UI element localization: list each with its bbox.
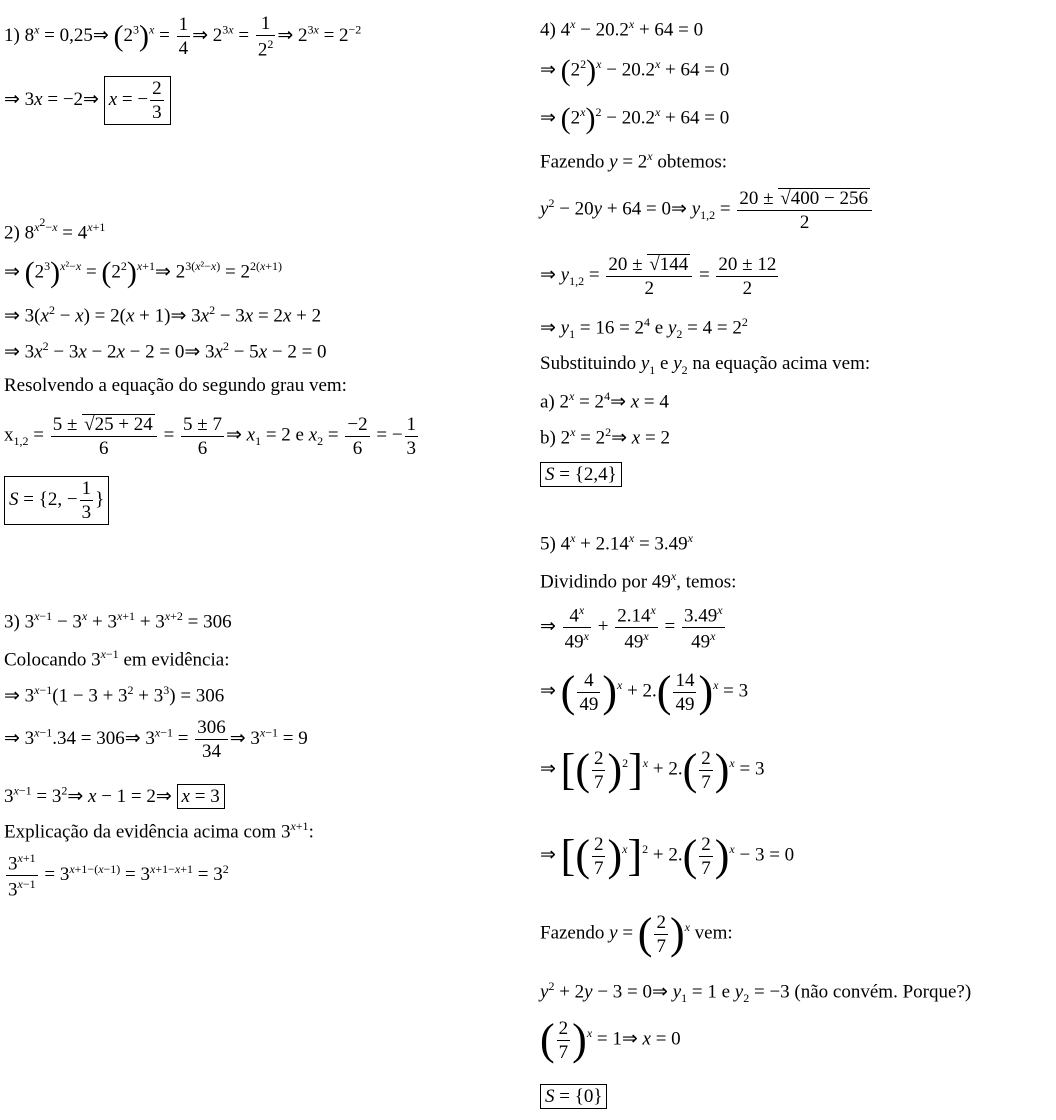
p2-line-3: ⇒ $3(x^2 - x) = 2(x$ + 1)⇒ $3x^2 - 3x = 2x + 2$ bbox=[4, 303, 322, 327]
p4-line-3: ⇒ $(2^x)^2 - 20.2^x + 64 = 0$ bbox=[540, 102, 730, 135]
p2-answer-box: S = {2, − $\frac{1}{3}$ } bbox=[4, 476, 109, 525]
p4-line-7: ⇒ $y_1 = 16 = 2^4$ e $y_2 = 4 = 2^2$ bbox=[540, 315, 748, 342]
p2-line-2: ⇒ $(2^3)^{x^2-x}$ = $(2^2)^{x+1}\Rightarrow$ $2^{3(x^2-x)} = 2^{2(x+1)}$ bbox=[4, 256, 283, 289]
p1-label: 1) bbox=[4, 25, 20, 47]
p2-line-1: 2) $8^{x^2-x} = 4^{x+1}$ bbox=[4, 215, 106, 244]
p5-line-1: 5) $4^x + 2.14^x = 3.49^x$ bbox=[540, 531, 693, 555]
p5-line-6: ⇒ [( $\frac{2}{7}$ )$^x$]$^2$ + 2.( $\frac{2}{7}$ )$^x$ − 3 = 0 bbox=[540, 831, 795, 880]
p5-answer-box: S = {0} bbox=[540, 1084, 607, 1109]
p5-line-7: Fazendo y = ( $\frac{2}{7}$ )$^x$ vem: bbox=[540, 909, 733, 958]
p1-answer-box: x = − $\frac{2}{3}$ bbox=[104, 76, 171, 125]
p3-line-4: ⇒ $3^{x-1}.34$ = 306⇒ $3^{x-1}$ = $\frac{306}{34}$ ⇒ $3^{x-1} = 9$ bbox=[4, 717, 308, 762]
p5-line-9: ( $\frac{2}{7}$ )$^x$ = 1⇒ x = 0 bbox=[540, 1015, 681, 1064]
p5-line-10 bbox=[540, 1084, 607, 1109]
p4-line-1: 4) $4^x - 20.2^x + 64 = 0$ bbox=[540, 17, 704, 41]
p2-line-6: $x_{1,2}$ = $\frac{5 \pm √25 + 24}{6}$ = $\frac{5 \pm 7}{6}$ ⇒ $x_1 = 2$ e $x_2$ = $\frac{-2}{6}$ = − $\frac{1}{3}$ bbox=[4, 413, 417, 459]
p5-label: 5) bbox=[540, 533, 556, 555]
p2-line-4: ⇒ $3x^2 - 3x - 2x - 2$ = 0⇒ $3x^2 - 5x - 2 = 0$ bbox=[4, 339, 327, 363]
p3-line-2: Colocando $3^{x-1}$ em evidência: bbox=[4, 647, 230, 671]
p3-line-3: ⇒ $3^{x-1}(1 - 3 + 3^2 + 3^3) = 306$ bbox=[4, 683, 225, 707]
p4-line-9: a) $2^x$ = $2^4\Rightarrow$ x = 4 bbox=[540, 389, 669, 413]
p2-line-7 bbox=[4, 476, 109, 525]
p5-line-8: $y^2 + 2y - 3$ = 0⇒ $y_1 = 1$ e $y_2 = -3$ (não convém. Porque?) bbox=[540, 979, 972, 1006]
p3-line-1: 3) $3^{x-1} - 3^x + 3^{x+1} + 3^{x+2} = 306$ bbox=[4, 609, 232, 633]
p3-line-5: $3^{x-1}$ = $3^2\Rightarrow$ x − 1 = 2⇒ x = 3 bbox=[4, 784, 225, 809]
p4-answer-box: S = {2,4} bbox=[540, 462, 622, 487]
p3-label: 3) bbox=[4, 611, 20, 633]
p4-line-8: Substituindo $y_1$ e $y_2$ na equação acima vem: bbox=[540, 353, 871, 377]
p1-line-2: ⇒ 3x = −2⇒ x = − $\frac{2}{3}$ bbox=[4, 76, 171, 125]
p5-line-3: ⇒ $\frac{4^x}{49^x}$ + $\frac{2.14^x}{49^x}$ = $\frac{3.49^x}{49^x}$ bbox=[540, 603, 723, 653]
p4-line-5: $y^2 - 20y + 64$ = 0⇒ $y_{1,2}$ = $\frac{20 \pm √400 - 256}{2}$ bbox=[540, 188, 874, 232]
p3-answer-box: x = 3 bbox=[177, 784, 225, 809]
p4-line-4: Fazendo $y = 2^x$ obtemos: bbox=[540, 149, 728, 173]
p4-line-10: b) $2^x$ = $2^2\Rightarrow$ x = 2 bbox=[540, 425, 670, 449]
p5-line-5: ⇒ [( $\frac{2}{7}$ )$^2$]$^x$ + 2.( $\frac{2}{7}$ )$^x$ = 3 bbox=[540, 745, 765, 794]
p2-label: 2) bbox=[4, 222, 20, 244]
p4-line-6: ⇒ $y_{1,2}$ = $\frac{20 \pm √144}{2}$ = $\frac{20 \pm 12}{2}$ bbox=[540, 253, 777, 299]
p5-line-2: Dividindo por 49$^x$, temos: bbox=[540, 569, 737, 593]
p5-line-4: ⇒ ( $\frac{4}{49}$ )$^x$ + 2.( $\frac{14}{49}$ )$^x$ = 3 bbox=[540, 667, 749, 716]
p4-label: 4) bbox=[540, 19, 556, 41]
p4-line-2: ⇒ $(2^2)^x - 20.2^x + 64 = 0$ bbox=[540, 54, 730, 87]
p3-line-7: $\frac{3^{x+1}}{3^{x-1}}$ = $3^{x+1-(x-1)} = 3^{x+1-x+1} = 3^2$ bbox=[8, 851, 229, 901]
p4-line-11 bbox=[540, 462, 622, 487]
p2-line-5: Resolvendo a equação do segundo grau vem: bbox=[4, 375, 347, 396]
p1-line-1: 1) $8^x$ = 0,25⇒ $(2^3)^x$ = $\frac{1}{4}$ ⇒ $2^{3x}$ = $\frac{1}{2^2}$ ⇒ $2^{3x} = 2^{-2}$ bbox=[4, 13, 362, 61]
p3-line-6: Explicação da evidência acima com $3^{x+1}$: bbox=[4, 819, 314, 843]
